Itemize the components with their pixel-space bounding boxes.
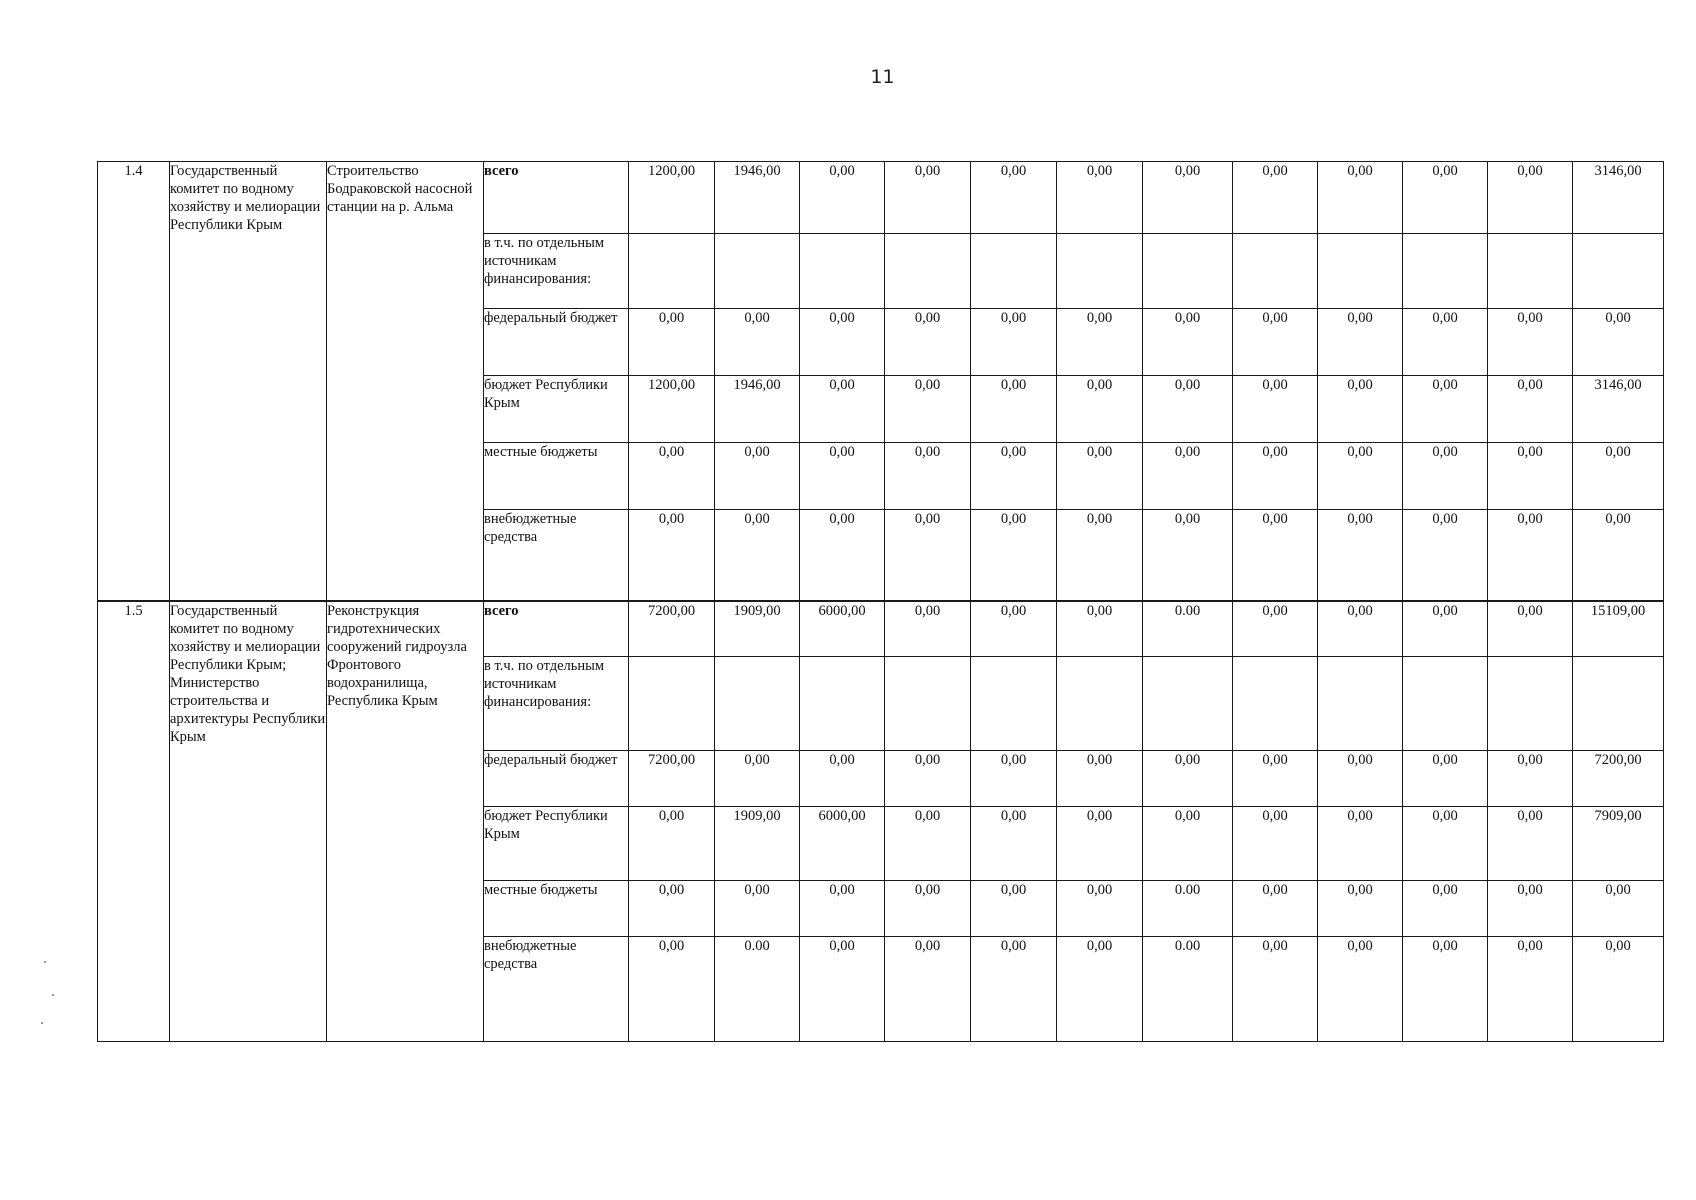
- amount-cell: 0,00: [1403, 807, 1488, 881]
- amount-cell: 0,00: [1143, 162, 1233, 234]
- amount-cell: 0,00: [800, 443, 885, 510]
- amount-cell: 0,00: [1488, 162, 1573, 234]
- amount-cell: 0,00: [1318, 751, 1403, 807]
- amount-cell: 0.00: [1143, 601, 1233, 657]
- amount-cell: 0,00: [715, 309, 800, 376]
- amount-cell: 0,00: [1318, 601, 1403, 657]
- amount-cell: 0.00: [715, 937, 800, 1042]
- amount-cell: 0,00: [629, 881, 715, 937]
- funding-source-label: всего: [484, 162, 629, 234]
- amount-cell: 0,00: [1233, 162, 1318, 234]
- amount-cell: 0,00: [1057, 751, 1143, 807]
- amount-cell: 0,00: [1403, 751, 1488, 807]
- amount-cell: 0,00: [1488, 510, 1573, 601]
- amount-cell: 0,00: [1143, 309, 1233, 376]
- amount-cell: [629, 234, 715, 309]
- amount-cell: 0,00: [1143, 807, 1233, 881]
- amount-cell: [1318, 234, 1403, 309]
- amount-cell: 0,00: [885, 881, 971, 937]
- funding-source-label: местные бюджеты: [484, 443, 629, 510]
- funding-source-label: в т.ч. по отдельным источникам финансирования:: [484, 657, 629, 751]
- amount-cell: 0,00: [1057, 601, 1143, 657]
- funding-source-label: внебюджетные средства: [484, 937, 629, 1042]
- amount-cell: 0,00: [1143, 751, 1233, 807]
- amount-cell: 0,00: [1488, 881, 1573, 937]
- amount-cell: 0,00: [1233, 601, 1318, 657]
- amount-cell: 0,00: [1057, 881, 1143, 937]
- amount-cell: [715, 657, 800, 751]
- amount-cell: 3146,00: [1573, 162, 1664, 234]
- amount-cell: 0,00: [885, 162, 971, 234]
- amount-cell: 1946,00: [715, 376, 800, 443]
- amount-cell: 0,00: [1488, 309, 1573, 376]
- amount-cell: 0,00: [1403, 376, 1488, 443]
- amount-cell: 0,00: [971, 309, 1057, 376]
- amount-cell: 7200,00: [629, 751, 715, 807]
- amount-cell: 7200,00: [1573, 751, 1664, 807]
- amount-cell: 0,00: [1403, 162, 1488, 234]
- amount-cell: [1403, 657, 1488, 751]
- executor-cell: Государственный комитет по водному хозяйству и мелиорации Республики Крым; Министерство строительства и архитектуры Республики Крым: [170, 601, 327, 1042]
- table-body: [98, 162, 1664, 1042]
- amount-cell: 0,00: [971, 751, 1057, 807]
- amount-cell: [1403, 234, 1488, 309]
- amount-cell: 0,00: [1403, 881, 1488, 937]
- amount-cell: 0,00: [885, 510, 971, 601]
- amount-cell: 1200,00: [629, 376, 715, 443]
- page-number: 11: [870, 66, 895, 88]
- amount-cell: 0,00: [885, 601, 971, 657]
- funding-source-label: в т.ч. по отдельным источникам финансирования:: [484, 234, 629, 309]
- amount-cell: [1573, 657, 1664, 751]
- amount-cell: 0.00: [1143, 881, 1233, 937]
- amount-cell: [629, 657, 715, 751]
- amount-cell: 6000,00: [800, 807, 885, 881]
- amount-cell: 0,00: [1233, 751, 1318, 807]
- amount-cell: 0,00: [629, 309, 715, 376]
- amount-cell: [1233, 657, 1318, 751]
- amount-cell: 0,00: [800, 881, 885, 937]
- amount-cell: 0,00: [971, 162, 1057, 234]
- amount-cell: [1057, 657, 1143, 751]
- table-row: [98, 601, 1664, 657]
- amount-cell: 0,00: [1573, 937, 1664, 1042]
- amount-cell: 1909,00: [715, 807, 800, 881]
- scan-dot: [44, 961, 46, 963]
- amount-cell: 0,00: [1318, 443, 1403, 510]
- funding-source-label: федеральный бюджет: [484, 309, 629, 376]
- amount-cell: 0,00: [800, 376, 885, 443]
- amount-cell: [800, 234, 885, 309]
- amount-cell: [1143, 234, 1233, 309]
- project-cell: Строительство Бодраковской насосной станции на р. Альма: [327, 162, 484, 601]
- amount-cell: 0,00: [1057, 309, 1143, 376]
- amount-cell: 0,00: [1318, 376, 1403, 443]
- amount-cell: 0,00: [1233, 937, 1318, 1042]
- amount-cell: 0,00: [885, 751, 971, 807]
- amount-cell: 0,00: [1318, 309, 1403, 376]
- amount-cell: 0,00: [715, 510, 800, 601]
- amount-cell: 0,00: [1573, 309, 1664, 376]
- amount-cell: 0,00: [715, 751, 800, 807]
- amount-cell: 1909,00: [715, 601, 800, 657]
- amount-cell: 0,00: [1488, 937, 1573, 1042]
- amount-cell: 0,00: [1057, 162, 1143, 234]
- project-cell: Реконструкция гидротехнических сооружений гидроузла Фронтового водохранилища, Республика Крым: [327, 601, 484, 1042]
- amount-cell: 0,00: [1057, 376, 1143, 443]
- amount-cell: 0,00: [1573, 881, 1664, 937]
- table-row: [98, 162, 1664, 234]
- amount-cell: 1200,00: [629, 162, 715, 234]
- amount-cell: 0,00: [1233, 510, 1318, 601]
- amount-cell: 0,00: [1057, 443, 1143, 510]
- amount-cell: 1946,00: [715, 162, 800, 234]
- amount-cell: [1488, 657, 1573, 751]
- amount-cell: 0,00: [1403, 309, 1488, 376]
- amount-cell: 0,00: [1318, 162, 1403, 234]
- amount-cell: 0,00: [971, 376, 1057, 443]
- amount-cell: 0,00: [629, 937, 715, 1042]
- amount-cell: 0,00: [1233, 443, 1318, 510]
- amount-cell: 0,00: [1318, 881, 1403, 937]
- amount-cell: 0,00: [1488, 601, 1573, 657]
- amount-cell: 0,00: [1233, 807, 1318, 881]
- amount-cell: 0,00: [800, 937, 885, 1042]
- amount-cell: 7909,00: [1573, 807, 1664, 881]
- amount-cell: 0,00: [971, 601, 1057, 657]
- amount-cell: [800, 657, 885, 751]
- amount-cell: 0,00: [1403, 510, 1488, 601]
- amount-cell: 0,00: [1488, 443, 1573, 510]
- amount-cell: 0,00: [885, 937, 971, 1042]
- amount-cell: [1057, 234, 1143, 309]
- amount-cell: 0,00: [885, 807, 971, 881]
- amount-cell: [1233, 234, 1318, 309]
- amount-cell: 0.00: [1143, 937, 1233, 1042]
- amount-cell: 6000,00: [800, 601, 885, 657]
- amount-cell: 0,00: [629, 807, 715, 881]
- amount-cell: 0,00: [1403, 601, 1488, 657]
- funding-source-label: бюджет Республики Крым: [484, 376, 629, 443]
- funding-source-label: всего: [484, 601, 629, 657]
- amount-cell: 0,00: [1233, 881, 1318, 937]
- executor-cell: Государственный комитет по водному хозяйству и мелиорации Республики Крым: [170, 162, 327, 601]
- amount-cell: 0,00: [1488, 376, 1573, 443]
- amount-cell: 0,00: [971, 443, 1057, 510]
- amount-cell: 0,00: [971, 510, 1057, 601]
- amount-cell: [1318, 657, 1403, 751]
- amount-cell: [971, 657, 1057, 751]
- amount-cell: 0,00: [1233, 309, 1318, 376]
- amount-cell: 0,00: [971, 881, 1057, 937]
- amount-cell: 0,00: [1318, 937, 1403, 1042]
- budget-table: [97, 161, 1664, 1042]
- amount-cell: 0,00: [1488, 807, 1573, 881]
- amount-cell: 0,00: [885, 443, 971, 510]
- amount-cell: 0,00: [800, 751, 885, 807]
- amount-cell: 0,00: [1403, 443, 1488, 510]
- amount-cell: 0,00: [1233, 376, 1318, 443]
- amount-cell: 0,00: [1318, 510, 1403, 601]
- amount-cell: 0,00: [1573, 443, 1664, 510]
- amount-cell: 0,00: [800, 309, 885, 376]
- scan-dot: [41, 1022, 43, 1024]
- amount-cell: 0,00: [715, 443, 800, 510]
- amount-cell: 7200,00: [629, 601, 715, 657]
- amount-cell: 0,00: [1057, 510, 1143, 601]
- item-index: 1.5: [98, 601, 170, 1042]
- amount-cell: [1573, 234, 1664, 309]
- amount-cell: 0,00: [885, 309, 971, 376]
- funding-source-label: бюджет Республики Крым: [484, 807, 629, 881]
- amount-cell: 0,00: [629, 443, 715, 510]
- funding-source-label: внебюджетные средства: [484, 510, 629, 601]
- amount-cell: 0,00: [1573, 510, 1664, 601]
- amount-cell: 0,00: [1057, 937, 1143, 1042]
- item-index: 1.4: [98, 162, 170, 601]
- amount-cell: 0,00: [1318, 807, 1403, 881]
- amount-cell: [1143, 657, 1233, 751]
- amount-cell: [1488, 234, 1573, 309]
- amount-cell: 3146,00: [1573, 376, 1664, 443]
- amount-cell: 0,00: [800, 162, 885, 234]
- amount-cell: 0,00: [971, 807, 1057, 881]
- amount-cell: [885, 657, 971, 751]
- amount-cell: 0,00: [1057, 807, 1143, 881]
- funding-source-label: местные бюджеты: [484, 881, 629, 937]
- amount-cell: 0,00: [1488, 751, 1573, 807]
- amount-cell: [885, 234, 971, 309]
- amount-cell: 0,00: [1143, 510, 1233, 601]
- amount-cell: 0,00: [1403, 937, 1488, 1042]
- amount-cell: 15109,00: [1573, 601, 1664, 657]
- amount-cell: 0,00: [1143, 443, 1233, 510]
- scan-dot: [52, 994, 54, 996]
- amount-cell: 0,00: [629, 510, 715, 601]
- amount-cell: [971, 234, 1057, 309]
- funding-source-label: федеральный бюджет: [484, 751, 629, 807]
- amount-cell: 0,00: [715, 881, 800, 937]
- amount-cell: [715, 234, 800, 309]
- amount-cell: 0,00: [1143, 376, 1233, 443]
- amount-cell: 0,00: [885, 376, 971, 443]
- amount-cell: 0,00: [971, 937, 1057, 1042]
- amount-cell: 0,00: [800, 510, 885, 601]
